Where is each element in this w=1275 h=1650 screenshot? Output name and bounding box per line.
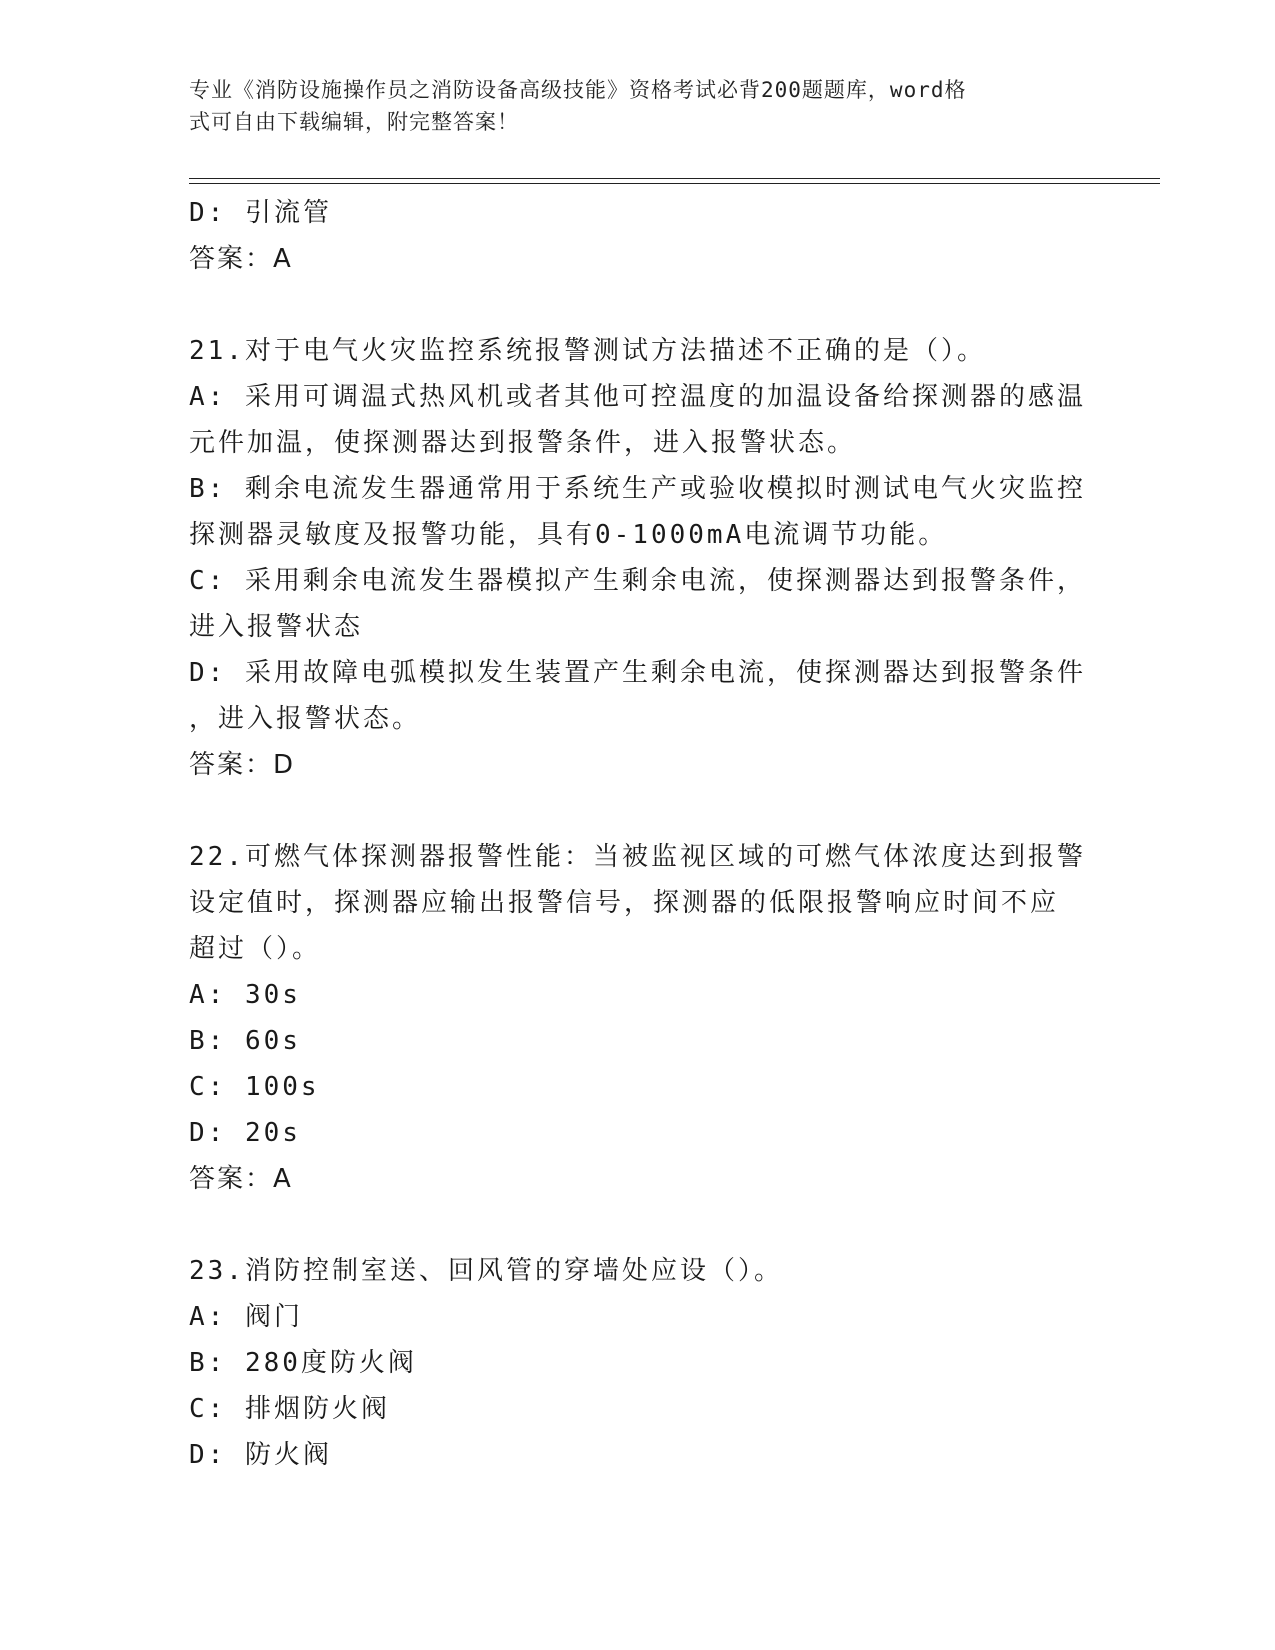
option-d: D: 防火阀 bbox=[189, 1440, 332, 1470]
option-b: B: 280度防火阀 bbox=[189, 1348, 417, 1378]
header-divider-top bbox=[189, 178, 1160, 179]
answer-line: 答案：D bbox=[189, 750, 296, 780]
option-a: A: 阀门 bbox=[189, 1302, 303, 1332]
option-c: C: 采用剩余电流发生器模拟产生剩余电流，使探测器达到报警条件， bbox=[189, 566, 1086, 596]
option-d: D: 20s bbox=[189, 1118, 301, 1148]
answer-line: 答案：A bbox=[189, 244, 293, 274]
spacer bbox=[189, 788, 1089, 834]
option-c-continued: 进入报警状态 bbox=[189, 612, 364, 642]
option-b: B: 剩余电流发生器通常用于系统生产或验收模拟时测试电气火灾监控 bbox=[189, 474, 1086, 504]
header-line-1: 专业《消防设施操作员之消防设备高级技能》资格考试必背200题题库，word格 bbox=[189, 78, 967, 102]
document-header bbox=[189, 74, 1089, 138]
option-d: D: 引流管 bbox=[189, 198, 332, 228]
question-stem-continued: 超过（）。 bbox=[189, 934, 322, 964]
option-b: B: 60s bbox=[189, 1026, 301, 1056]
question-20-tail bbox=[189, 190, 1089, 282]
option-a: A: 采用可调温式热风机或者其他可控温度的加温设备给探测器的感温 bbox=[189, 382, 1086, 412]
question-21 bbox=[189, 328, 1089, 788]
question-list bbox=[189, 190, 1089, 1478]
spacer bbox=[189, 282, 1089, 328]
answer-line: 答案：A bbox=[189, 1164, 293, 1194]
option-a-continued: 元件加温，使探测器达到报警条件，进入报警状态。 bbox=[189, 428, 857, 458]
header-line-2: 式可自由下载编辑，附完整答案！ bbox=[189, 110, 519, 134]
question-stem-continued: 设定值时，探测器应输出报警信号，探测器的低限报警响应时间不应 bbox=[189, 888, 1060, 918]
option-c: C: 排烟防火阀 bbox=[189, 1394, 390, 1424]
option-b-continued: 探测器灵敏度及报警功能，具有0-1000mA电流调节功能。 bbox=[189, 520, 948, 550]
option-a: A: 30s bbox=[189, 980, 301, 1010]
option-c: C: 100s bbox=[189, 1072, 320, 1102]
question-22 bbox=[189, 834, 1089, 1202]
header-divider-bottom bbox=[189, 183, 1160, 184]
spacer bbox=[189, 1202, 1089, 1248]
question-stem: 23.消防控制室送、回风管的穿墙处应设（）。 bbox=[189, 1256, 783, 1286]
option-d: D: 采用故障电弧模拟发生装置产生剩余电流，使探测器达到报警条件 bbox=[189, 658, 1086, 688]
option-d-continued: ，进入报警状态。 bbox=[189, 704, 422, 734]
question-23 bbox=[189, 1248, 1089, 1478]
question-stem: 21.对于电气火灾监控系统报警测试方法描述不正确的是（）。 bbox=[189, 336, 986, 366]
question-stem: 22.可燃气体探测器报警性能：当被监视区域的可燃气体浓度达到报警 bbox=[189, 842, 1086, 872]
